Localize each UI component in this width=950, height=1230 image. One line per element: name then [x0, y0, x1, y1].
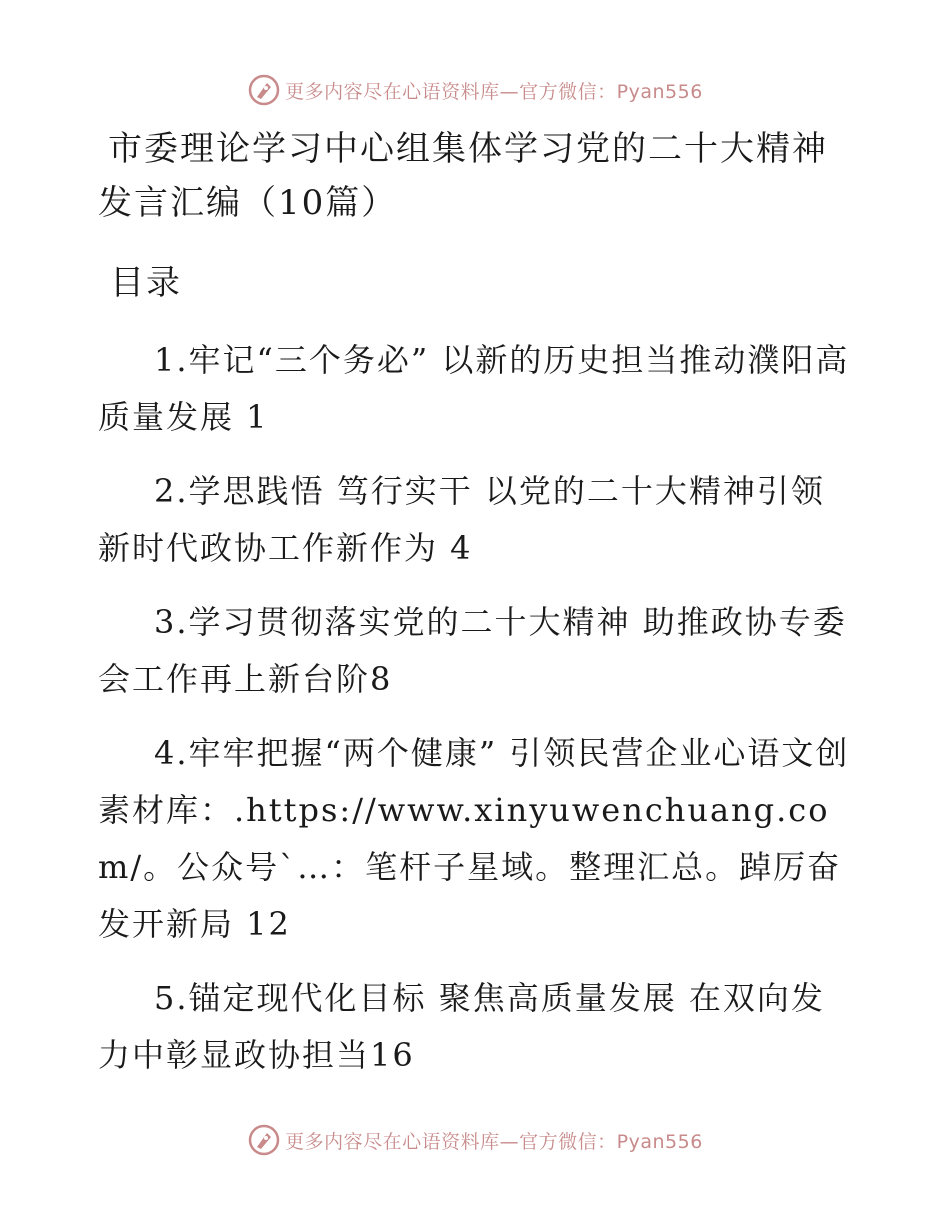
toc-heading: 目录	[110, 263, 182, 303]
header-watermark	[0, 70, 950, 110]
toc-item: 3.学习贯彻落实党的二十大精神 助推政协专委会工作再上新台阶8	[98, 603, 847, 698]
toc-list	[98, 332, 858, 1084]
pen-nib-logo-icon	[247, 73, 281, 107]
toc-item: 2.学思践悟 笃行实干 以党的二十大精神引领新时代政协工作新作为 4	[98, 472, 825, 567]
toc-item: 5.锚定现代化目标 聚焦高质量发展 在双向发力中彰显政协担当16	[98, 979, 825, 1074]
document-title: 市委理论学习中心组集体学习党的二十大精神发言汇编（10篇）	[98, 129, 828, 223]
watermark-text: 更多内容尽在心语资料库—官方微信：Pyan556	[285, 1130, 703, 1153]
toc-item: 4.牢牢把握“两个健康” 引领民营企业心语文创素材库：.https://www.xinyuwenchuang.com/。公众号`…：笔杆子星域。整理汇总。踔厉奋发开新局 12	[98, 734, 850, 943]
toc-item: 1.牢记“三个务必” 以新的历史担当推动濮阳高质量发展 1	[98, 341, 850, 436]
document-body	[98, 122, 858, 1084]
footer-watermark	[0, 1120, 950, 1160]
watermark-text: 更多内容尽在心语资料库—官方微信：Pyan556	[285, 80, 703, 103]
pen-nib-logo-icon	[247, 1123, 281, 1157]
